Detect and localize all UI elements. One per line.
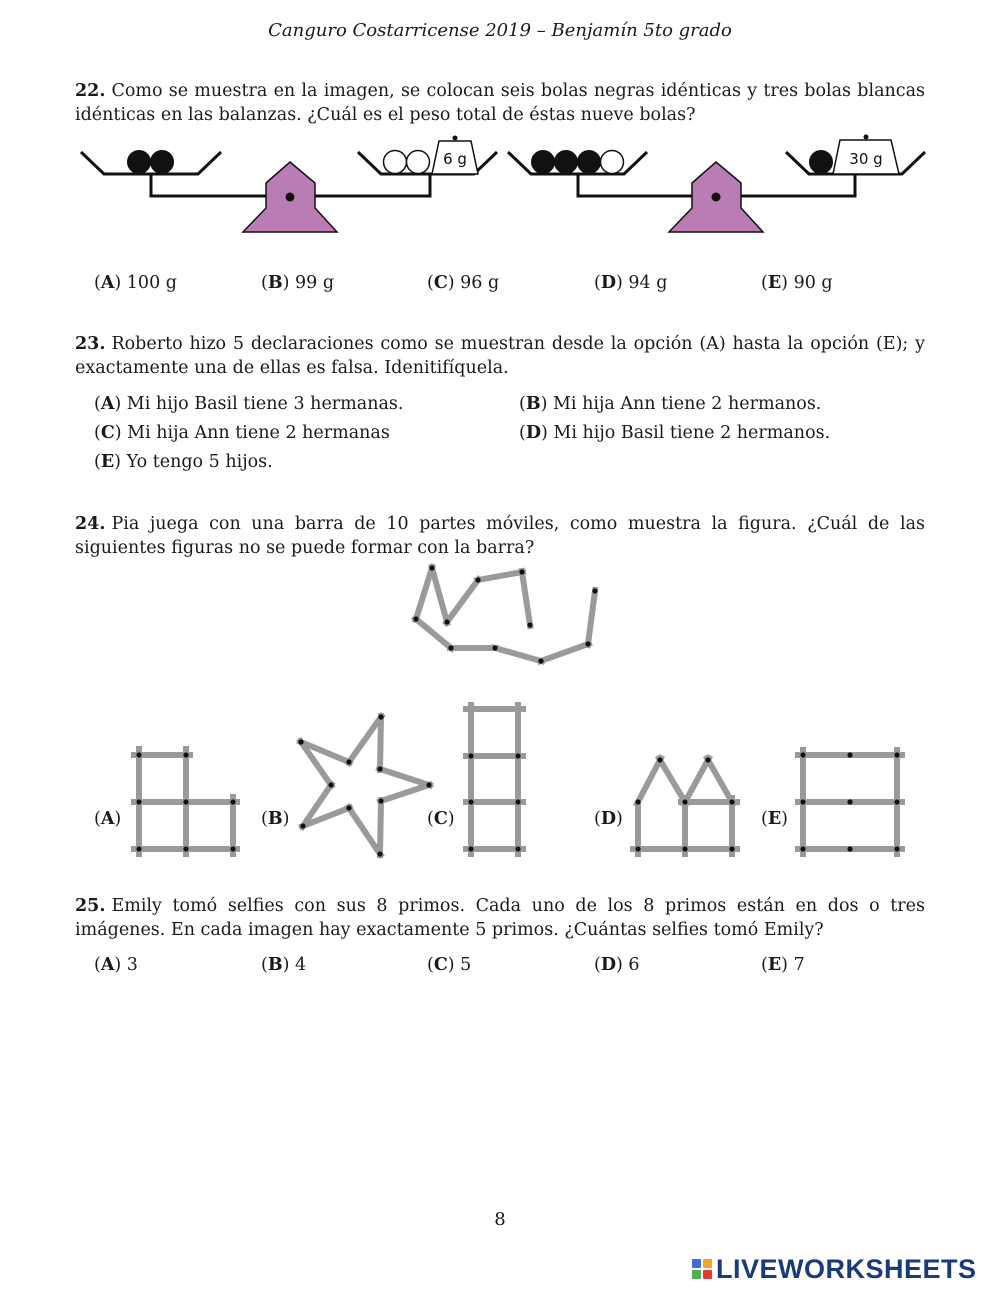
figure-c-ladder <box>463 702 526 857</box>
bar-segment <box>587 587 595 648</box>
q23-option-c[interactable]: (C) Mi hija Ann tiene 2 hermanas <box>94 423 390 443</box>
bar-segment <box>445 577 481 625</box>
hinge-dot <box>136 752 141 757</box>
liveworksheets-logo[interactable] <box>692 1252 977 1286</box>
question-text: Emily tomó selfies con sus 8 primos. Cada uno de los 8 primos están en dos o tres imágenes. En cada imagen hay exactamente 5 primos. ¿Cuántas selfies tomó Emily? <box>75 896 925 940</box>
q24-option-a[interactable]: (A) <box>94 809 122 829</box>
hinge-dot <box>475 577 480 582</box>
question-number: 25. <box>75 896 106 916</box>
hinge-dot <box>894 752 899 757</box>
bar-segment <box>474 571 526 580</box>
hinge-dot <box>682 846 687 851</box>
main-bar <box>413 564 598 663</box>
hinge-dot <box>682 799 687 804</box>
hinge-dot <box>515 846 520 851</box>
hinge-dot <box>346 805 351 810</box>
hinge-dot <box>729 846 734 851</box>
q23-option-b[interactable]: (B) Mi hija Ann tiene 2 hermanos. <box>519 394 822 414</box>
q24-option-c[interactable]: (C) <box>427 809 455 829</box>
q24-option-b[interactable]: (B) <box>261 809 290 829</box>
hinge-dot <box>298 739 303 744</box>
hinge-dot <box>378 798 383 803</box>
hinge-dot <box>800 799 805 804</box>
q25-option-b[interactable]: (B) 4 <box>261 955 307 975</box>
hinge-dot <box>729 799 734 804</box>
q25-option-e[interactable]: (E) 7 <box>761 955 805 975</box>
bar-segment <box>521 568 530 629</box>
hinge-dot <box>585 641 590 646</box>
q24-option-d[interactable]: (D) <box>594 809 623 829</box>
hinge-dot <box>519 569 524 574</box>
page-header: Canguro Costarricense 2019 – Benjamín 5to grado <box>268 20 732 41</box>
page-number: 8 <box>494 1209 506 1230</box>
hinge-dot <box>894 846 899 851</box>
question-number: 22. <box>75 81 106 101</box>
bar-segment <box>683 756 711 807</box>
weight-label: 30 g <box>849 150 883 168</box>
hinge-dot <box>444 619 449 624</box>
q24-option-e[interactable]: (E) <box>761 809 788 829</box>
bar-segment <box>380 713 381 773</box>
hinge-dot <box>136 846 141 851</box>
hinge-dot <box>448 645 453 650</box>
hinge-dot <box>592 588 597 593</box>
figure-e-rect-grid <box>795 747 905 857</box>
q23-option-a[interactable]: (A) Mi hijo Basil tiene 3 hermanas. <box>94 394 404 414</box>
bar-segment <box>431 564 448 626</box>
figure-d-house <box>630 756 740 857</box>
q25-option-a[interactable]: (A) 3 <box>94 955 138 975</box>
hinge-dot <box>492 645 497 650</box>
hinge-dot <box>468 799 473 804</box>
q25-option-c[interactable]: (C) 5 <box>427 955 472 975</box>
hinge-dot <box>183 799 188 804</box>
question-25 <box>75 894 925 942</box>
hinge-dot <box>230 799 235 804</box>
hinge-dot <box>300 823 305 828</box>
hinge-dot <box>183 752 188 757</box>
hinge-dot <box>515 753 520 758</box>
question-number: 23. <box>75 334 106 354</box>
hinge-dot <box>468 753 473 758</box>
hinge-dot <box>328 782 333 787</box>
hinge-dot <box>847 752 852 757</box>
hinge-dot <box>136 799 141 804</box>
question-number: 24. <box>75 514 106 534</box>
question-text: Pia juega con una barra de 10 partes móviles, como muestra la figura. ¿Cuál de las siguientes figuras no se puede formar con la barra? <box>75 514 925 558</box>
q22-option-a[interactable]: (A) 100 g <box>94 273 177 293</box>
hinge-dot <box>847 846 852 851</box>
hinge-dot <box>847 799 852 804</box>
figure-a-l-grid <box>131 746 240 857</box>
weight-label: 6 g <box>443 150 467 168</box>
hinge-dot <box>429 565 434 570</box>
hinge-dot <box>635 846 640 851</box>
hinge-dot <box>705 757 710 762</box>
hinge-dot <box>377 766 382 771</box>
hinge-dot <box>515 799 520 804</box>
q23-option-e[interactable]: (E) Yo tengo 5 hijos. <box>94 452 273 472</box>
q25-option-d[interactable]: (D) 6 <box>594 955 640 975</box>
hinge-dot <box>346 759 351 764</box>
hinge-dot <box>527 622 532 627</box>
figure-b-star <box>297 713 432 858</box>
hinge-dot <box>230 846 235 851</box>
q22-option-e[interactable]: (E) 90 g <box>761 273 833 293</box>
bar-segment <box>377 784 433 803</box>
hinge-dot <box>635 799 640 804</box>
hinge-dot <box>377 851 382 856</box>
hinge-dot <box>183 846 188 851</box>
bar-segment <box>347 805 382 858</box>
q22-option-b[interactable]: (B) 99 g <box>261 273 335 293</box>
hinge-dot <box>800 846 805 851</box>
hinge-dot <box>800 752 805 757</box>
hinge-dot <box>413 616 418 621</box>
bar-segment <box>491 647 545 662</box>
hinge-dot <box>894 799 899 804</box>
bar-segment <box>636 756 663 807</box>
q23-option-d[interactable]: (D) Mi hijo Basil tiene 2 hermanos. <box>519 423 831 443</box>
question-text: Como se muestra en la imagen, se colocan seis bolas negras idénticas y tres bolas blancas idénticas en las balanzas. ¿Cuál es el peso total de éstas nueve bolas? <box>75 81 925 125</box>
q22-option-c[interactable]: (C) 96 g <box>427 273 500 293</box>
hinge-dot <box>378 714 383 719</box>
hinge-dot <box>468 846 473 851</box>
hinge-dot <box>426 782 431 787</box>
question-text: Roberto hizo 5 declaraciones como se muestran desde la opción (A) hasta la opción (E); y exactamente una de ellas es falsa. Idenitifíquela. <box>75 334 925 378</box>
bar-segment <box>657 756 687 807</box>
bar-segment <box>706 756 735 807</box>
hinge-dot <box>657 757 662 762</box>
brand-icon <box>692 1259 712 1279</box>
brand-name: LIVEWORKSHEETS <box>716 1253 977 1284</box>
q22-option-d[interactable]: (D) 94 g <box>594 273 668 293</box>
hinge-dot <box>538 658 543 663</box>
